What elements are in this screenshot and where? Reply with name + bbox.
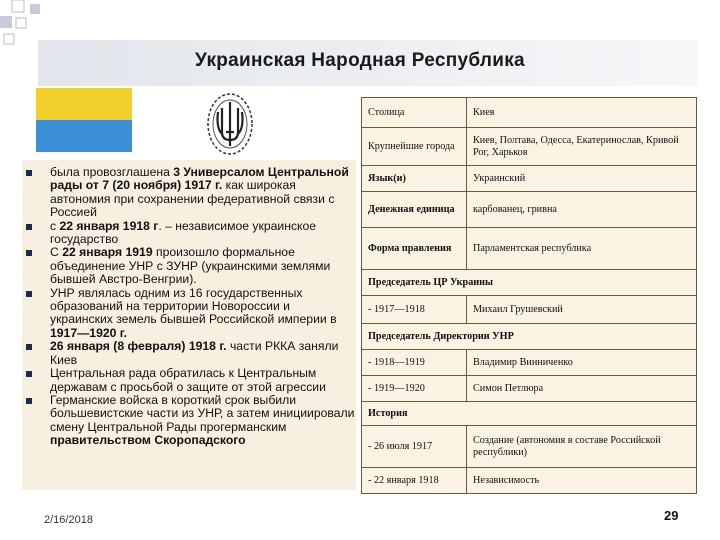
bullet-text-bold: 1917—1920 г. [50, 325, 128, 340]
bullet-text-bold: 26 января (8 февраля) 1918 г. [50, 339, 227, 354]
bullet-item [22, 340, 356, 367]
table-row [362, 228, 697, 270]
bullet-list [22, 160, 356, 448]
table-section-header: Председатель ЦР Украины [362, 270, 697, 296]
bullet-text: как широкая автономия при сохранении федеративной связи с Россией [50, 178, 335, 220]
bullet-item [22, 287, 356, 341]
bullet-item [22, 367, 356, 394]
table-row [362, 350, 697, 376]
bullet-text: . – независимое украинское государство [50, 218, 317, 247]
table-section-header: Председатель Директории УНР [362, 324, 697, 350]
table-row [362, 98, 697, 128]
bullet-square-icon [26, 344, 32, 350]
table-cell-value: Киев [467, 98, 697, 128]
slide-title: Украинская Народная Республика [195, 50, 525, 71]
page-number: 29 [664, 508, 679, 523]
bullet-item [22, 394, 356, 448]
table-cell-key: Столица [362, 98, 467, 128]
bullet-square-icon [26, 224, 32, 230]
table-cell-value: Михаил Грушевский [467, 296, 697, 324]
table-row [362, 166, 697, 192]
table-row [362, 402, 697, 426]
flag-stripe-top [36, 88, 132, 120]
table-row [362, 468, 697, 494]
bullet-text: Центральная рада обратилась к Центральным державам с просьбой о защите от этой агрессии [50, 366, 326, 394]
table-row [362, 270, 697, 296]
bullet-text-bold: правительством Скоропадского [50, 433, 246, 448]
ukraine-flag [36, 88, 132, 152]
bullet-text-bold: 22 января 1918 г [59, 218, 159, 233]
table-cell-key: - 22 января 1918 [362, 468, 467, 494]
bullet-text: с [50, 218, 60, 233]
bullet-square-icon [26, 250, 32, 256]
bullet-item [22, 166, 356, 220]
bullet-text: УНР являлась одним из 16 государственных образований на территории Новороссии и украинских земель бывшей Российской империи в [50, 285, 337, 327]
table-cell-value: Симон Петлюра [467, 376, 697, 402]
table-row [362, 376, 697, 402]
table-cell-value: Украинский [467, 166, 697, 192]
flag-stripe-bottom [36, 120, 132, 152]
table-cell-value: Независимость [467, 468, 697, 494]
bullet-item [22, 220, 356, 247]
table-row [362, 128, 697, 166]
bullet-square-icon [26, 398, 32, 404]
bullet-list-panel [22, 160, 356, 490]
trident-emblem-icon [202, 86, 258, 160]
table-cell-key: Язык(и) [362, 166, 467, 192]
bullet-text: Германские войска в короткий срок выбили большевистские части из УНР, а затем инициировали смену Центральной Рады прогерманским [50, 392, 355, 434]
table-row [362, 324, 697, 350]
bullet-text-bold: 22 января 1919 [62, 245, 153, 260]
bullet-square-icon [26, 291, 32, 297]
table-cell-key: - 1919—1920 [362, 376, 467, 402]
bullet-text: С [50, 245, 63, 260]
table-cell-key: - 1917—1918 [362, 296, 467, 324]
table-cell-value: Парламентская республика [467, 228, 697, 270]
table-row [362, 426, 697, 468]
table-row [362, 296, 697, 324]
bullet-text: произошло формальное объединение УНР с ЗУНР (украинскими землями бывшей Австро-Венгрии). [50, 245, 331, 287]
footer-date: 2/16/2018 [44, 514, 93, 526]
table-cell-key: Крупнейшие города [362, 128, 467, 166]
table-row [362, 192, 697, 228]
table-cell-value: Создание (автономия в составе Российской республики) [467, 426, 697, 468]
table-cell-key: - 1918—1919 [362, 350, 467, 376]
bullet-item [22, 246, 356, 286]
bullet-square-icon [26, 170, 32, 176]
table-cell-value: Киев, Полтава, Одесса, Екатеринослав, Кривой Рог, Харьков [467, 128, 697, 166]
bullet-text: была провозглашена [50, 165, 174, 179]
table-cell-value: Владимир Винниченко [467, 350, 697, 376]
table-section-header: История [362, 402, 697, 426]
bullet-text: части РККА заняли Киев [50, 339, 339, 367]
table-cell-value: карбованец, гривна [467, 192, 697, 228]
table-cell-key: Денежная единица [362, 192, 467, 228]
info-table [361, 97, 697, 494]
table-cell-key: - 26 июля 1917 [362, 426, 467, 468]
bullet-square-icon [26, 371, 32, 377]
table-cell-key: Форма правления [362, 228, 467, 270]
bullet-text-bold: 3 Универсалом Центральной рады от 7 (20 ноября) 1917 г. [50, 165, 349, 193]
